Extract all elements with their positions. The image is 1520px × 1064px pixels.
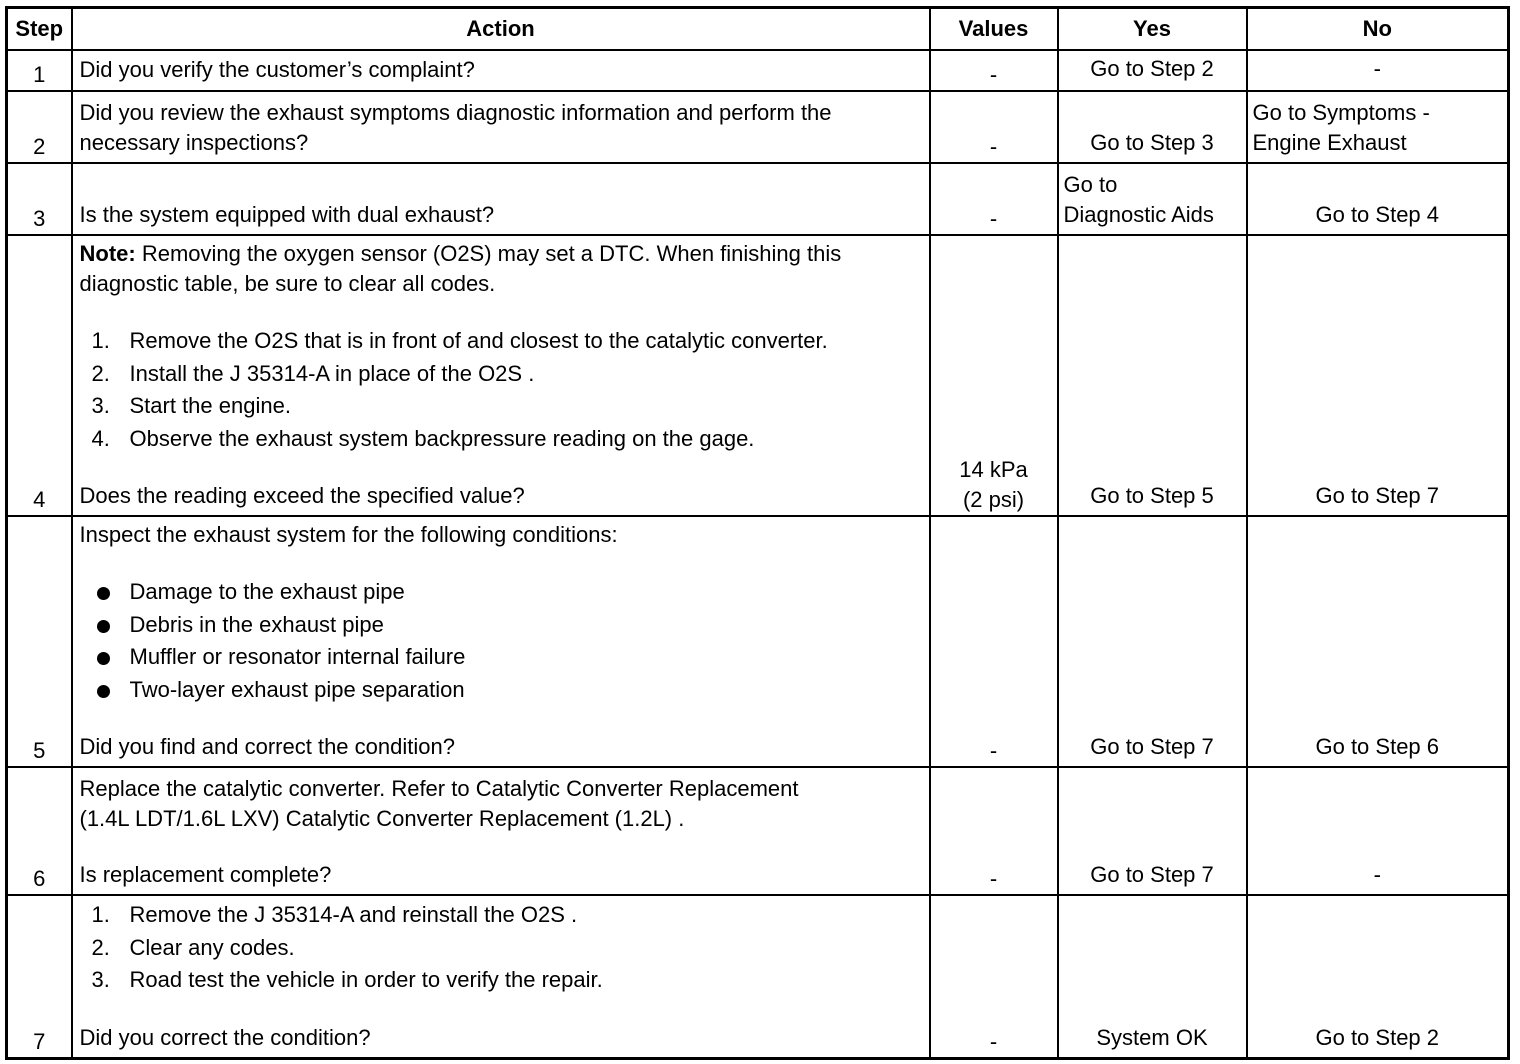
no-cell: Go to Step 7: [1247, 235, 1509, 516]
action-text: Did you verify the customer’s complaint?: [72, 50, 930, 91]
no-cell: [1247, 91, 1509, 163]
yes-line: Diagnostic Aids: [1063, 202, 1214, 227]
note-paragraph: [80, 239, 923, 299]
intro-text: Inspect the exhaust system for the following conditions:: [79, 522, 618, 547]
action-cell: [72, 516, 930, 767]
header-no: No: [1247, 8, 1509, 51]
no-cell: Go to Step 4: [1247, 163, 1509, 235]
list-item: 1. Remove the O2S that is in front of and closest to the catalytic converter.: [91, 328, 828, 353]
yes-cell: Go to Step 5: [1058, 235, 1247, 516]
step-number: 4: [7, 235, 72, 516]
action-cell: [72, 895, 930, 1058]
header-yes: Yes: [1058, 8, 1247, 51]
header-values: Values: [930, 8, 1058, 51]
step-number: 3: [7, 163, 72, 235]
header-row: [7, 8, 1509, 51]
table-row-step-1: [7, 50, 1509, 91]
table-row-step-3: [7, 163, 1509, 235]
no-cell: -: [1247, 50, 1509, 91]
yes-cell: Go to Step 7: [1058, 767, 1247, 895]
bullet-icon: [97, 685, 110, 698]
values-cell: -: [930, 516, 1058, 767]
header-step: Step: [7, 8, 72, 51]
no-cell: -: [1247, 767, 1509, 895]
intro-line: (1.4L LDT/1.6L LXV) Catalytic Converter Replacement (1.2L) .: [79, 806, 685, 831]
header-action: Action: [72, 8, 930, 51]
values-cell: -: [930, 767, 1058, 895]
bullet-icon: [97, 587, 110, 600]
bullet-icon: [97, 652, 110, 665]
values-line: (2 psi): [962, 487, 1025, 512]
list-item: Muffler or resonator internal failure: [80, 641, 923, 674]
action-text: Is the system equipped with dual exhaust?: [72, 163, 930, 235]
step-number: 7: [7, 895, 72, 1058]
list-item: Two-layer exhaust pipe separation: [80, 674, 923, 707]
list-item: 4. Observe the exhaust system backpressure reading on the gage.: [91, 425, 755, 451]
list-item: 2. Clear any codes.: [91, 934, 295, 960]
table-row-step-7: [7, 895, 1509, 1058]
question-text: Did you correct the condition?: [79, 1024, 371, 1050]
yes-cell: Go to Step 3: [1058, 91, 1247, 163]
no-line: Engine Exhaust: [1252, 130, 1407, 155]
conditions-list: [80, 576, 923, 706]
question-text: Does the reading exceed the specified value?: [79, 483, 525, 508]
table-row-step-2: [7, 91, 1509, 163]
values-cell: [930, 235, 1058, 516]
no-line: Go to Symptoms -: [1252, 100, 1430, 125]
action-cell: [72, 767, 930, 895]
no-cell: Go to Step 6: [1247, 516, 1509, 767]
diagnostic-table: [5, 6, 1510, 1060]
values-cell: -: [930, 91, 1058, 163]
intro-line: Replace the catalytic converter. Refer to Catalytic Converter Replacement: [79, 776, 799, 801]
values-cell: -: [930, 163, 1058, 235]
table-row-step-6: [7, 767, 1509, 895]
list-item: 1. Remove the J 35314-A and reinstall the O2S .: [91, 902, 578, 927]
list-item: Damage to the exhaust pipe: [80, 576, 923, 609]
no-cell: Go to Step 2: [1247, 895, 1509, 1058]
values-cell: -: [930, 50, 1058, 91]
note-label: Note:: [79, 241, 136, 266]
step-number: 6: [7, 767, 72, 895]
yes-cell: Go to Step 2: [1058, 50, 1247, 91]
question-text: Did you find and correct the condition?: [79, 734, 455, 759]
yes-line: Go to: [1063, 172, 1118, 197]
yes-cell: System OK: [1058, 895, 1247, 1058]
bullet-icon: [97, 620, 110, 633]
yes-cell: Go to Step 7: [1058, 516, 1247, 767]
table-row-step-4: [7, 235, 1509, 516]
list-item: 3. Road test the vehicle in order to verify the repair.: [91, 967, 603, 992]
step-number: 2: [7, 91, 72, 163]
list-item: 3. Start the engine.: [91, 393, 291, 418]
step-number: 5: [7, 516, 72, 767]
yes-cell: [1058, 163, 1247, 235]
question-text: Is replacement complete?: [79, 862, 332, 887]
values-cell: -: [930, 895, 1058, 1058]
procedure-list: [80, 325, 923, 455]
procedure-list: [80, 899, 923, 997]
list-item: Debris in the exhaust pipe: [80, 609, 923, 642]
step-number: 1: [7, 50, 72, 91]
list-item: 2. Install the J 35314-A in place of the O2S .: [91, 360, 535, 386]
note-text: Removing the oxygen sensor (O2S) may set a DTC. When finishing this diagnostic table, be sure to clear all codes.: [79, 241, 842, 296]
action-text: Did you review the exhaust symptoms diagnostic information and perform the necessary inspections?: [72, 91, 930, 163]
table-row-step-5: [7, 516, 1509, 767]
action-cell: [72, 235, 930, 516]
values-line: 14 kPa: [959, 457, 1028, 482]
